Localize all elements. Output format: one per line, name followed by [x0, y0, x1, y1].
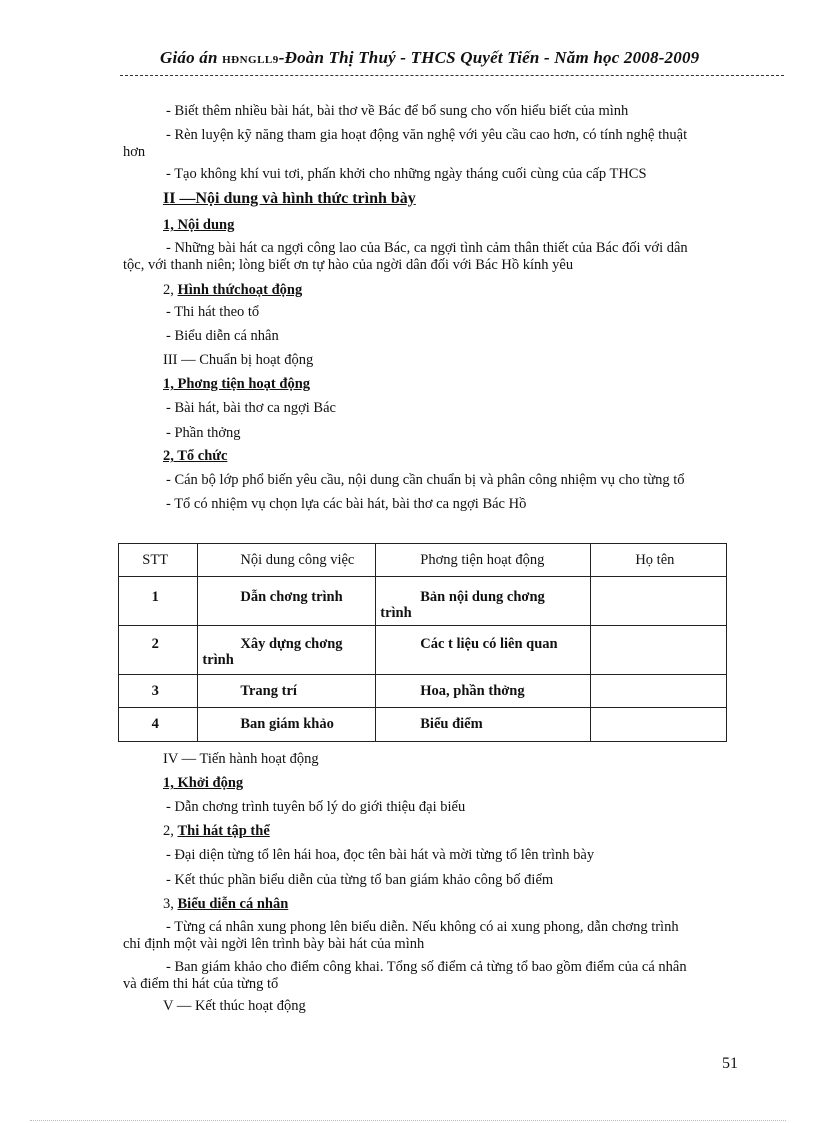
header-name: Họ tên — [635, 552, 675, 568]
row-stt: 1 — [151, 589, 159, 605]
row-task-cont: trình — [202, 652, 234, 668]
table-header-cell — [119, 544, 198, 577]
subheading-to-chuc: 2, Tổ chức — [163, 448, 228, 464]
table-cell — [591, 708, 727, 742]
text-line: - Dẫn chơng trình tuyên bố lý do giới thiệu đại biểu — [166, 799, 466, 815]
header-task: Nội dung công việc — [240, 552, 355, 568]
text-line: - Thi hát theo tổ — [166, 304, 260, 320]
row-stt: 2 — [151, 636, 159, 652]
text-line: chỉ định một vài ngời lên trình bày bài hát của mình — [123, 936, 425, 952]
subheading-text: Biểu diễn cá nhân — [177, 896, 289, 912]
table-row — [119, 626, 727, 675]
table-cell — [198, 577, 376, 626]
text-line: - Ban giám khảo cho điểm công khai. Tổng số điểm cả từng tổ bao gồm điểm của cá nhân — [166, 959, 687, 975]
page-number: 51 — [722, 1055, 738, 1072]
table-cell — [376, 708, 591, 742]
row-stt: 3 — [151, 683, 159, 699]
row-name — [591, 626, 726, 634]
text-line: - Những bài hát ca ngợi công lao của Bác, ca ngợi tình cảm thân thiết của Bác đối với dân — [166, 240, 688, 256]
header-means: Phơng tiện hoạt động — [420, 552, 545, 568]
table-header-cell — [198, 544, 376, 577]
task-table — [118, 543, 727, 742]
table-row — [119, 577, 727, 626]
table-cell — [198, 626, 376, 675]
subheading-khoi-dong: 1, Khởi động — [163, 775, 244, 791]
subheading-text: Thi hát tập thể — [177, 823, 270, 839]
table-cell — [119, 626, 198, 675]
text-line: và điểm thi hát của từng tổ — [123, 976, 279, 992]
table-cell — [376, 577, 591, 626]
text-line: - Rèn luyện kỹ năng tham gia hoạt động văn nghệ với yêu cầu cao hơn, có tính nghệ thuật — [166, 127, 688, 143]
text-line: - Từng cá nhân xung phong lên biểu diễn. Nếu không có ai xung phong, dẫn chơng trình — [166, 919, 679, 935]
subheading-thi-hat — [163, 823, 270, 840]
row-task: Xây dựng chơng — [240, 636, 343, 652]
header-subject: HĐNGLL9 — [222, 54, 279, 66]
table-header-cell — [591, 544, 727, 577]
table-cell — [591, 675, 727, 708]
row-name — [591, 708, 726, 716]
subheading-phuong-tien: 1, Phơng tiện hoạt động — [163, 376, 311, 392]
row-name — [591, 675, 726, 683]
header-rule — [120, 75, 784, 76]
row-task: Ban giám khảo — [240, 716, 334, 732]
row-name — [591, 577, 726, 585]
subheading-number: 2, — [163, 823, 178, 839]
row-means: Hoa, phần thởng — [420, 683, 525, 699]
footer-rule — [30, 1120, 786, 1121]
row-means: Các t liệu có liên quan — [420, 636, 558, 652]
text-line: - Bài hát, bài thơ ca ngợi Bác — [166, 400, 336, 416]
header-prefix: Giáo án — [160, 48, 223, 67]
subheading-number: 3, — [163, 896, 178, 912]
table-cell — [119, 577, 198, 626]
table-cell — [376, 675, 591, 708]
text-line: - Kết thúc phần biểu diễn của từng tổ ban giám khảo công bố điểm — [166, 872, 554, 888]
table-row — [119, 708, 727, 742]
table-row — [119, 675, 727, 708]
table-cell — [198, 708, 376, 742]
text-line: - Đại diện từng tổ lên hái hoa, đọc tên bài hát và mời từng tổ lên trình bày — [166, 847, 595, 863]
section-heading-v: V — Kết thúc hoạt động — [163, 998, 306, 1014]
page-header — [160, 48, 699, 68]
table-cell — [376, 626, 591, 675]
subheading-bieu-dien — [163, 896, 288, 913]
header-stt: STT — [142, 552, 169, 568]
table-cell — [591, 577, 727, 626]
row-task: Trang trí — [240, 683, 297, 699]
text-line: - Phần thởng — [166, 425, 241, 441]
text-line: - Tạo không khí vui tơi, phấn khởi cho những ngày tháng cuối cùng của cấp THCS — [166, 166, 647, 182]
subheading-noi-dung: 1, Nội dung — [163, 217, 235, 233]
table-cell — [591, 626, 727, 675]
table-header-row — [119, 544, 727, 577]
table-cell — [198, 675, 376, 708]
row-means-cont: trình — [380, 605, 412, 621]
row-means: Biểu điểm — [420, 716, 483, 732]
row-task: Dẫn chơng trình — [240, 589, 343, 605]
text-line: - Cán bộ lớp phổ biến yêu cầu, nội dung cần chuẩn bị và phân công nhiệm vụ cho từng tổ — [166, 472, 685, 488]
table-cell — [119, 675, 198, 708]
subheading-hinh-thuc — [163, 282, 302, 299]
text-line: hơn — [123, 144, 146, 160]
section-heading-iii: III — Chuẩn bị hoạt động — [163, 352, 314, 368]
text-line: tộc, với thanh niên; lòng biết ơn tự hào của ngời dân đối với Bác Hồ kính yêu — [123, 257, 574, 273]
text-line: - Biểu diễn cá nhân — [166, 328, 279, 344]
text-line: - Tổ có nhiệm vụ chọn lựa các bài hát, bài thơ ca ngợi Bác Hồ — [166, 496, 527, 512]
table-cell — [119, 708, 198, 742]
row-means: Bản nội dung chơng — [420, 589, 545, 605]
text-line: - Biết thêm nhiều bài hát, bài thơ về Bác để bổ sung cho vốn hiểu biết của mình — [166, 103, 629, 119]
subheading-number: 2, — [163, 282, 178, 298]
subheading-text: Hình thứchoạt động — [177, 282, 303, 298]
section-heading-iv: IV — Tiến hành hoạt động — [163, 751, 319, 767]
section-heading-ii: II —Nội dung và hình thức trình bày — [163, 190, 416, 207]
table-header-cell — [376, 544, 591, 577]
header-suffix: -Đoàn Thị Thuý - THCS Quyết Tiến - Năm học 2008-2009 — [278, 48, 700, 67]
row-stt: 4 — [151, 716, 159, 732]
